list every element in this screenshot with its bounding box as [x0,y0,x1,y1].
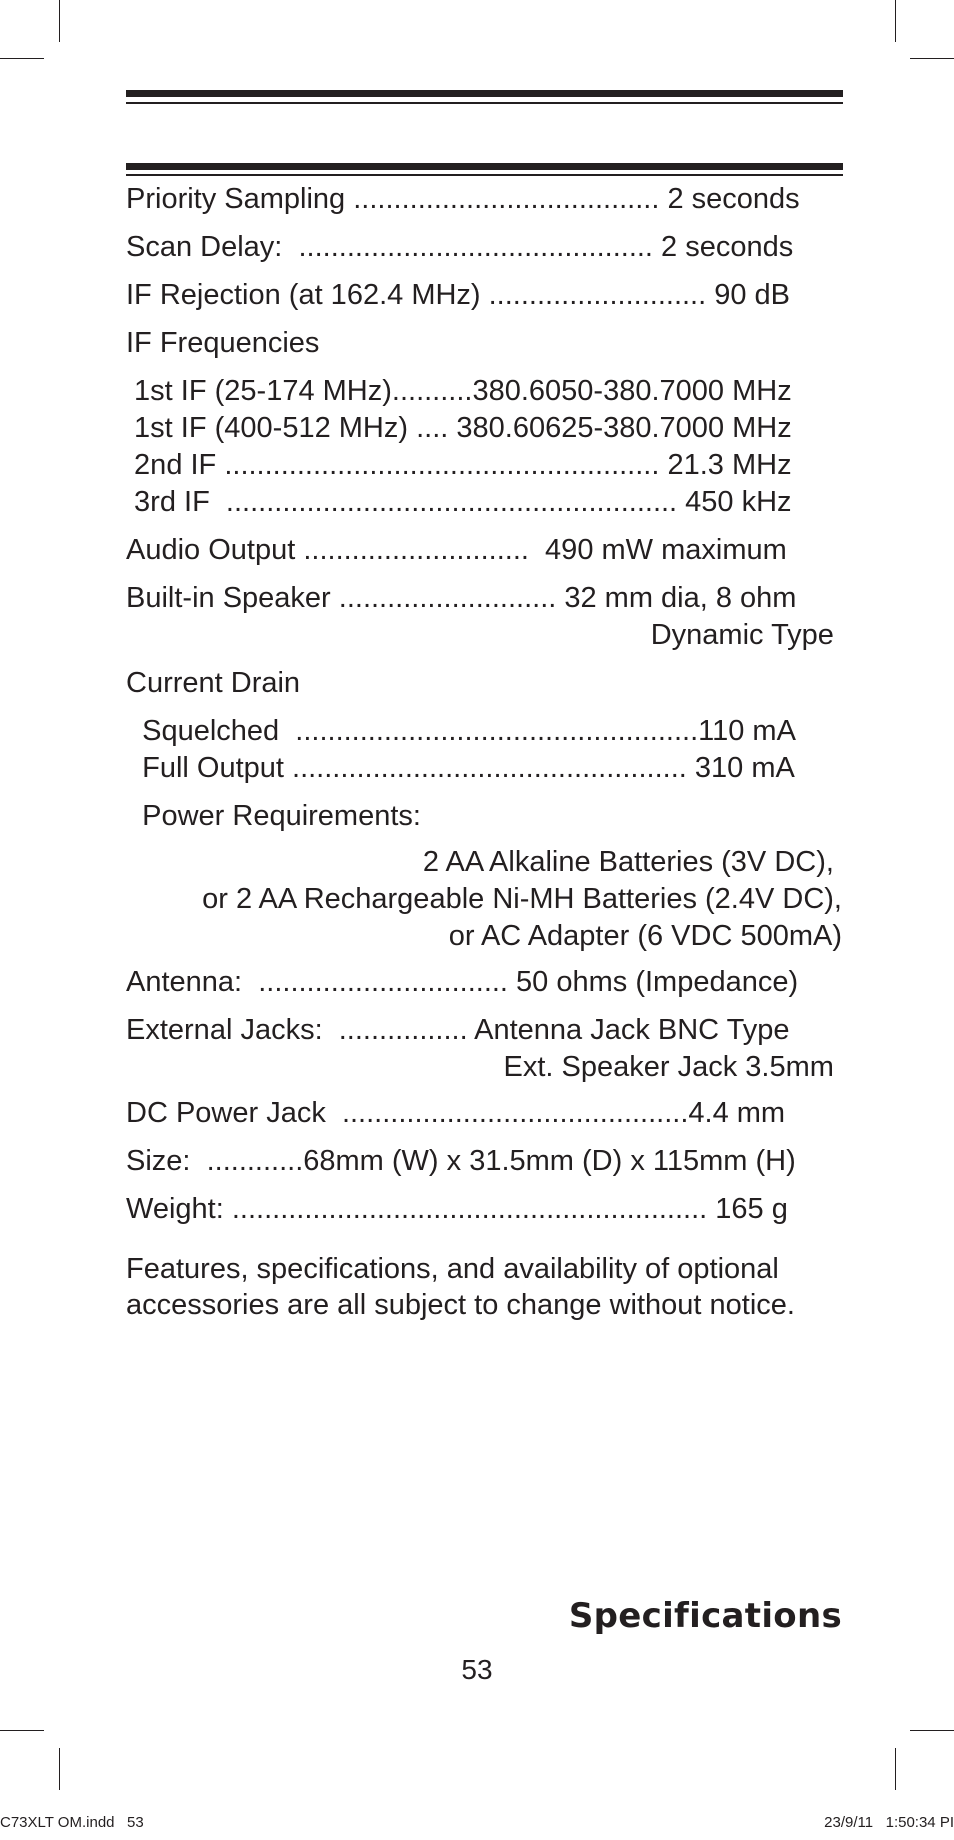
spec-external-jacks: External Jacks: ................ Antenna Jack BNC Type [126,1014,790,1046]
section-rule-thin [126,174,843,176]
spec-size: Size: ............68mm (W) x 31.5mm (D) x 115mm (H) [126,1145,796,1177]
spec-dc-power-jack: DC Power Jack ...........................................4.4 mm [126,1097,786,1129]
page-number: 53 [461,1654,493,1685]
spec-priority-sampling: Priority Sampling ...................................... 2 seconds [126,183,800,215]
crop-mark [0,1730,44,1731]
spec-current-drain-heading: Current Drain [126,667,301,699]
spec-speaker-type: Dynamic Type [650,619,842,651]
spec-antenna: Antenna: ............................... 50 ohms (Impedance) [126,966,799,998]
spec-audio-output: Audio Output ............................ 490 mW maximum [126,534,787,566]
spec-1st-if-low: 1st IF (25-174 MHz)..........380.6050-380.7000 MHz [126,375,792,407]
header-rule-thin [126,102,843,104]
change-notice: Features, specifications, and availability of optional accessories are all subject to change without notice. [126,1253,795,1321]
spec-2nd-if: 2nd IF ...................................................... 21.3 MHz [126,449,792,481]
spec-3rd-if: 3rd IF ........................................................ 450 kHz [126,486,792,518]
crop-mark [910,1730,954,1731]
spec-built-in-speaker: Built-in Speaker ........................... 32 mm dia, 8 ohm [126,582,797,614]
section-title: Specifications [568,1596,842,1636]
crop-mark [895,0,896,42]
spec-if-rejection: IF Rejection (at 162.4 MHz) ........................... 90 dB [126,279,791,311]
print-slug-timestamp: 23/9/11 1:50:34 PI [824,1814,954,1831]
spec-1st-if-high: 1st IF (400-512 MHz) .... 380.60625-380.7000 MHz [126,412,792,444]
crop-mark [895,1748,896,1790]
header-rule-thick [126,90,843,97]
spec-scan-delay: Scan Delay: ............................................ 2 seconds [126,231,794,263]
spec-power-ac-adapter: or AC Adapter (6 VDC 500mA) [448,920,842,952]
print-slug-file: C73XLT OM.indd 53 [0,1814,144,1831]
crop-mark [59,0,60,42]
spec-weight: Weight: ........................................................... 165 g [126,1193,788,1225]
section-rule-thick [126,163,843,170]
spec-ext-speaker-jack: Ext. Speaker Jack 3.5mm [503,1051,842,1083]
spec-if-frequencies-heading: IF Frequencies [126,327,320,359]
crop-mark [910,58,954,59]
spec-power-alkaline: 2 AA Alkaline Batteries (3V DC), [422,846,842,878]
spec-power-nimh: or 2 AA Rechargeable Ni-MH Batteries (2.4V DC), [202,883,842,915]
spec-power-requirements-heading: Power Requirements: [126,800,421,832]
spec-full-output: Full Output ................................................. 310 mA [126,752,795,784]
crop-mark [0,58,44,59]
spec-squelched: Squelched ..................................................110 mA [126,715,796,747]
crop-mark [59,1748,60,1790]
